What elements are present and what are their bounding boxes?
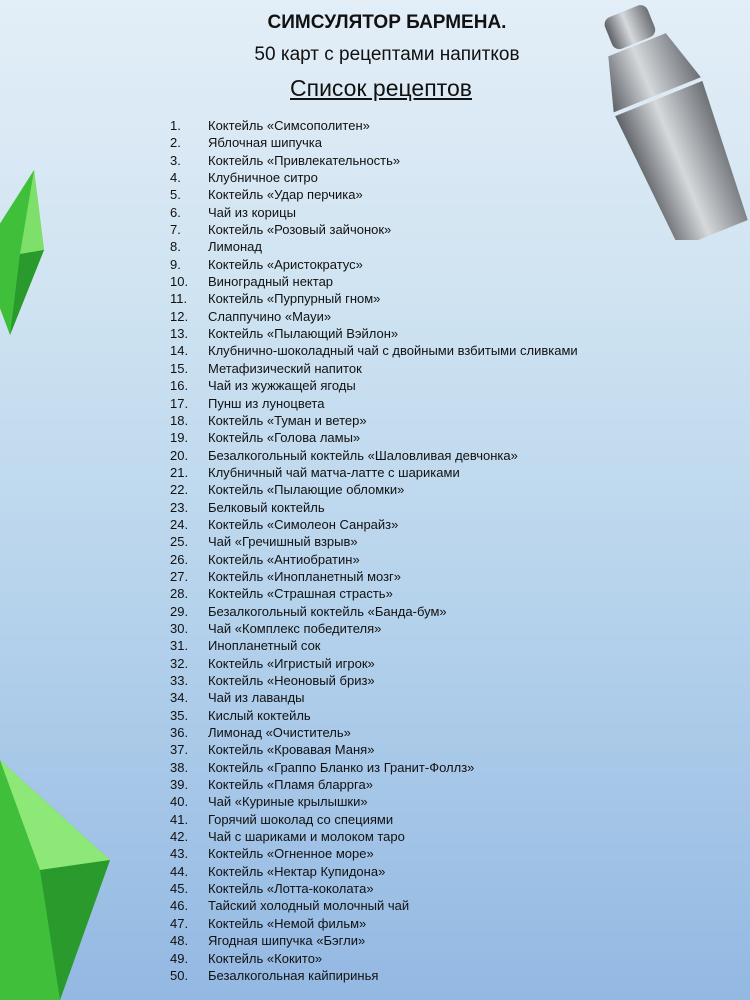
recipe-number: 24. xyxy=(170,516,189,532)
recipe-number: 45. xyxy=(170,881,189,897)
recipe-name: Слаппучино «Мауи» xyxy=(208,308,332,324)
recipe-name: Тайский холодный молочный чай xyxy=(208,898,410,914)
recipe-number: 31. xyxy=(170,638,189,654)
recipe-number: 6. xyxy=(170,204,181,220)
recipe-number: 33. xyxy=(170,673,189,688)
recipe-name: Коктейль «Туман и ветер» xyxy=(208,412,367,428)
recipe-number: 40. xyxy=(170,794,189,810)
recipe-name: Яблочная шипучка xyxy=(208,135,322,151)
recipe-number: 36. xyxy=(170,725,189,741)
recipe-name: Коктейль «Удар перчика» xyxy=(208,187,363,203)
recipe-name: Коктейль «Аристократус» xyxy=(208,256,363,272)
recipe-number: 47. xyxy=(170,915,189,931)
recipe-name: Чай с шариками и молоком таро xyxy=(208,829,405,845)
recipe-name: Виноградный нектар xyxy=(208,274,334,290)
document-subtitle: 50 карт с рецептами напитков xyxy=(254,44,520,65)
recipe-number: 3. xyxy=(170,152,181,168)
recipe-number: 12. xyxy=(170,308,189,324)
recipe-number: 38. xyxy=(170,759,189,775)
recipe-number: 37. xyxy=(170,742,189,758)
recipe-name: Коктейль «Пламя бларрга» xyxy=(208,777,373,793)
recipe-number: 25. xyxy=(170,534,189,550)
recipe-number: 2. xyxy=(170,135,181,151)
recipe-name: Коктейль «Кровавая Маня» xyxy=(208,742,375,758)
recipe-name: Чай «Комплекс победителя» xyxy=(208,620,382,636)
list-heading: Список рецептов xyxy=(290,75,472,101)
recipe-number: 7. xyxy=(170,222,181,238)
recipe-number: 27. xyxy=(170,568,189,584)
recipe-number: 11. xyxy=(170,291,188,307)
recipe-name: Чай «Гречишный взрыв» xyxy=(208,534,358,550)
cocktail-shaker-icon xyxy=(585,0,750,240)
recipe-name: Коктейль «Антиобратин» xyxy=(208,551,360,567)
recipe-name: Коктейль «Розовый зайчонок» xyxy=(208,222,392,238)
recipe-number: 29. xyxy=(170,603,189,619)
recipe-name: Коктейль «Голова ламы» xyxy=(208,430,361,446)
recipe-number: 28. xyxy=(170,586,189,602)
recipe-name: Чай из жужжащей ягоды xyxy=(208,378,356,394)
recipe-name: Коктейль «Страшная страсть» xyxy=(208,586,393,602)
recipe-number: 15. xyxy=(170,360,189,376)
recipe-name: Коктейль «Пурпурный гном» xyxy=(208,291,381,307)
recipe-name: Лимонад «Очиститель» xyxy=(208,725,351,741)
recipe-name: Инопланетный сок xyxy=(208,638,321,654)
recipe-name: Коктейль «Лотта-коколата» xyxy=(208,881,374,897)
recipe-number: 34. xyxy=(170,690,189,706)
recipe-name: Коктейль «Привлекательность» xyxy=(208,152,401,168)
recipe-name: Чай из корицы xyxy=(208,204,296,220)
recipe-number: 19. xyxy=(170,430,189,446)
document-title: СИМСУЛЯТОР БАРМЕНА. xyxy=(267,12,507,33)
recipe-name: Клубнично-шоколадный чай с двойными взбитыми сливками xyxy=(208,343,578,359)
recipe-number: 10. xyxy=(170,274,189,290)
recipe-number: 39. xyxy=(170,777,189,793)
recipe-name: Коктейль «Граппо Бланко из Гранит-Фоллз» xyxy=(208,759,475,775)
recipe-number: 22. xyxy=(170,482,189,498)
recipe-name: Метафизический напиток xyxy=(208,360,362,376)
recipe-name: Клубничное ситро xyxy=(208,170,318,186)
recipe-number: 43. xyxy=(170,846,189,862)
recipe-number: 13. xyxy=(170,326,189,342)
recipe-number: 21. xyxy=(170,464,189,480)
recipe-name: Горячий шоколад со специями xyxy=(208,811,394,827)
recipe-name: Коктейль «Симсополитен» xyxy=(208,118,370,133)
recipe-number: 9. xyxy=(170,256,181,272)
recipe-number: 42. xyxy=(170,829,189,845)
recipe-number: 14. xyxy=(170,343,189,359)
recipe-number: 30. xyxy=(170,620,189,636)
recipe-number: 26. xyxy=(170,551,189,567)
plumbob-icon xyxy=(0,170,50,340)
recipe-number: 16. xyxy=(170,378,189,394)
recipe-number: 20. xyxy=(170,447,189,463)
recipe-number: 46. xyxy=(170,898,189,914)
recipe-name: Коктейль «Неоновый бриз» xyxy=(208,673,375,688)
recipe-name: Коктейль «Нектар Купидона» xyxy=(208,863,386,879)
recipe-name: Коктейль «Немой фильм» xyxy=(208,915,367,931)
recipe-number: 41. xyxy=(170,811,189,827)
recipe-number: 1. xyxy=(170,118,181,133)
recipe-name: Безалкогольный коктейль «Банда-бум» xyxy=(208,603,447,619)
recipe-name: Коктейль «Пылающий Вэйлон» xyxy=(208,326,399,342)
recipe-name: Клубничный чай матча-латте с шариками xyxy=(208,464,460,480)
recipe-name: Коктейль «Симолеон Санрайз» xyxy=(208,516,399,532)
recipe-number: 23. xyxy=(170,499,189,515)
recipe-number: 48. xyxy=(170,933,189,949)
recipe-number: 35. xyxy=(170,707,189,723)
recipe-number: 32. xyxy=(170,655,189,671)
recipe-name: Пунш из луноцвета xyxy=(208,395,325,411)
recipe-name: Безалкогольный коктейль «Шаловливая девчонка» xyxy=(208,447,518,463)
recipe-name: Коктейль «Пылающие обломки» xyxy=(208,482,405,498)
recipe-name: Коктейль «Игристый игрок» xyxy=(208,655,375,671)
plumbob-icon xyxy=(0,750,115,1000)
recipe-number: 17. xyxy=(170,395,189,411)
recipe-number: 44. xyxy=(170,863,189,879)
recipe-number: 50. xyxy=(170,967,189,983)
recipe-number: 5. xyxy=(170,187,181,203)
recipe-name: Чай «Куриные крылышки» xyxy=(208,794,368,810)
recipe-name: Коктейль «Кокито» xyxy=(208,950,323,966)
recipe-number: 8. xyxy=(170,239,181,255)
recipe-name: Коктейль «Огненное море» xyxy=(208,846,374,862)
recipe-name: Белковый коктейль xyxy=(208,499,325,515)
recipe-name: Коктейль «Инопланетный мозг» xyxy=(208,568,402,584)
recipe-number: 49. xyxy=(170,950,189,966)
recipe-name: Ягодная шипучка «Бэгли» xyxy=(208,933,366,949)
recipe-name: Чай из лаванды xyxy=(208,690,305,706)
recipe-name: Безалкогольная кайпиринья xyxy=(208,967,379,983)
recipe-number: 4. xyxy=(170,170,181,186)
recipe-name: Лимонад xyxy=(208,239,262,255)
recipe-name: Кислый коктейль xyxy=(208,707,311,723)
recipe-number: 18. xyxy=(170,412,189,428)
